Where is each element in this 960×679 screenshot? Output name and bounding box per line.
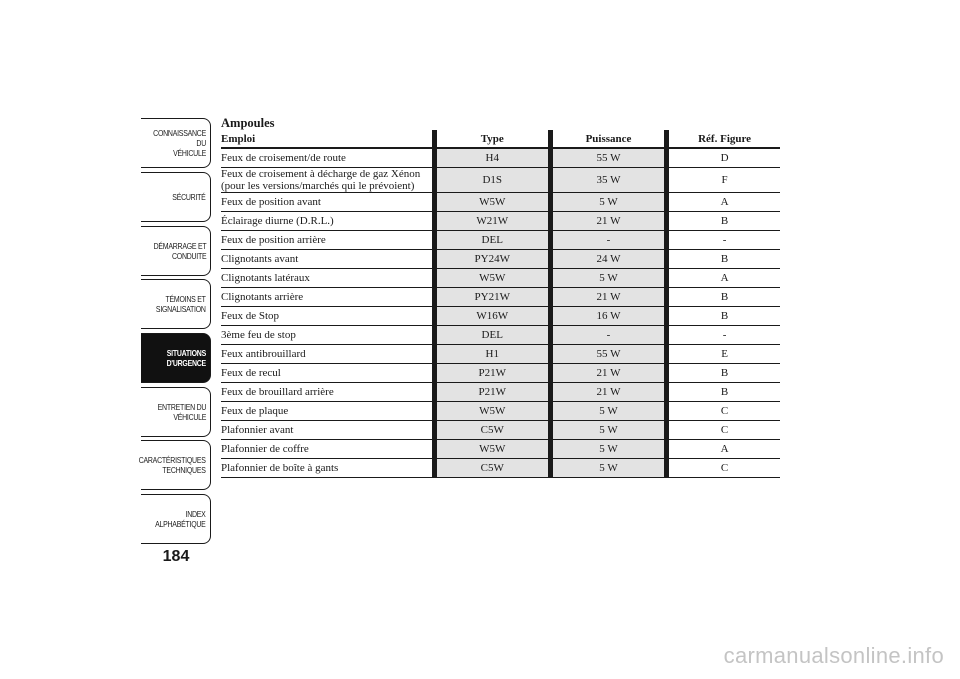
cell-puissance: 5 W bbox=[550, 459, 666, 478]
cell-emploi: 3ème feu de stop bbox=[221, 326, 434, 345]
cell-type: PY24W bbox=[434, 250, 550, 269]
cell-ref-figure: E bbox=[667, 345, 780, 364]
cell-type: W16W bbox=[434, 307, 550, 326]
page-number: 184 bbox=[162, 548, 190, 565]
table-row bbox=[221, 364, 780, 383]
table-row bbox=[221, 269, 780, 288]
cell-ref-figure: B bbox=[667, 288, 780, 307]
tab-entretien-du-vehicule[interactable] bbox=[141, 387, 211, 437]
tab-temoins-et-signalisation[interactable] bbox=[141, 279, 211, 329]
cell-ref-figure: A bbox=[667, 440, 780, 459]
bulbs-table bbox=[221, 130, 780, 478]
table-body bbox=[221, 148, 780, 478]
cell-type: D1S bbox=[434, 168, 550, 193]
table-row bbox=[221, 307, 780, 326]
table-row bbox=[221, 383, 780, 402]
cell-ref-figure: D bbox=[667, 148, 780, 168]
cell-emploi: Éclairage diurne (D.R.L.) bbox=[221, 212, 434, 231]
cell-type: DEL bbox=[434, 326, 550, 345]
table-row bbox=[221, 459, 780, 478]
cell-type: DEL bbox=[434, 231, 550, 250]
cell-type: PY21W bbox=[434, 288, 550, 307]
tab-label: SITUATIONS D'URGENCE bbox=[166, 348, 206, 368]
cell-puissance: 21 W bbox=[550, 288, 666, 307]
cell-puissance: 5 W bbox=[550, 269, 666, 288]
cell-ref-figure: C bbox=[667, 421, 780, 440]
cell-emploi: Clignotants avant bbox=[221, 250, 434, 269]
cell-ref-figure: C bbox=[667, 459, 780, 478]
table-row bbox=[221, 440, 780, 459]
cell-puissance: 35 W bbox=[550, 168, 666, 193]
cell-ref-figure: A bbox=[667, 269, 780, 288]
cell-type: C5W bbox=[434, 421, 550, 440]
cell-emploi: Plafonnier avant bbox=[221, 421, 434, 440]
table-row bbox=[221, 326, 780, 345]
cell-emploi: Feux de croisement à décharge de gaz Xénon (pour les versions/marchés qui le prévoient) bbox=[221, 168, 434, 193]
cell-ref-figure: - bbox=[667, 326, 780, 345]
tab-label: CARACTÉRISTIQUES TECHNIQUES bbox=[139, 455, 206, 475]
tab-label: TÉMOINS ET SIGNALISATION bbox=[156, 294, 206, 314]
cell-emploi: Feux antibrouillard bbox=[221, 345, 434, 364]
cell-puissance: 55 W bbox=[550, 148, 666, 168]
tab-demarrage-et-conduite[interactable] bbox=[141, 226, 211, 276]
column-header-emploi: Emploi bbox=[221, 130, 434, 148]
tab-label: ENTRETIEN DU VÉHICULE bbox=[157, 402, 206, 422]
cell-puissance: 16 W bbox=[550, 307, 666, 326]
cell-type: C5W bbox=[434, 459, 550, 478]
cell-puissance: 5 W bbox=[550, 193, 666, 212]
tab-label: SÉCURITÉ bbox=[172, 192, 206, 202]
cell-puissance: 55 W bbox=[550, 345, 666, 364]
cell-emploi: Clignotants arrière bbox=[221, 288, 434, 307]
table-row bbox=[221, 421, 780, 440]
tab-index-alphabetique[interactable] bbox=[141, 494, 211, 544]
cell-emploi: Feux de recul bbox=[221, 364, 434, 383]
table-row bbox=[221, 250, 780, 269]
table-header-row bbox=[221, 130, 780, 148]
cell-puissance: 5 W bbox=[550, 402, 666, 421]
cell-type: H1 bbox=[434, 345, 550, 364]
table-row bbox=[221, 288, 780, 307]
cell-emploi: Feux de croisement/de route bbox=[221, 148, 434, 168]
cell-ref-figure: C bbox=[667, 402, 780, 421]
cell-emploi: Feux de position arrière bbox=[221, 231, 434, 250]
cell-type: P21W bbox=[434, 364, 550, 383]
cell-emploi: Plafonnier de boîte à gants bbox=[221, 459, 434, 478]
cell-type: W5W bbox=[434, 269, 550, 288]
cell-ref-figure: A bbox=[667, 193, 780, 212]
cell-type: H4 bbox=[434, 148, 550, 168]
tab-securite[interactable] bbox=[141, 172, 211, 222]
cell-puissance: 21 W bbox=[550, 383, 666, 402]
cell-emploi: Feux de plaque bbox=[221, 402, 434, 421]
cell-emploi: Feux de Stop bbox=[221, 307, 434, 326]
table-row bbox=[221, 148, 780, 168]
tab-connaissance-du-vehicule[interactable] bbox=[141, 118, 211, 168]
table-row bbox=[221, 402, 780, 421]
cell-ref-figure: B bbox=[667, 307, 780, 326]
column-header-ref-figure: Réf. Figure bbox=[667, 130, 780, 148]
section-title: Ampoules bbox=[221, 116, 275, 130]
cell-ref-figure: B bbox=[667, 383, 780, 402]
cell-ref-figure: F bbox=[667, 168, 780, 193]
table-row bbox=[221, 193, 780, 212]
cell-type: W5W bbox=[434, 193, 550, 212]
cell-emploi: Feux de position avant bbox=[221, 193, 434, 212]
cell-ref-figure: - bbox=[667, 231, 780, 250]
cell-puissance: - bbox=[550, 231, 666, 250]
table-row bbox=[221, 345, 780, 364]
tab-label: INDEX ALPHABÉTIQUE bbox=[155, 509, 206, 529]
column-header-type: Type bbox=[434, 130, 550, 148]
chapter-sidebar bbox=[141, 118, 211, 548]
tab-caracteristiques-techniques[interactable] bbox=[141, 440, 211, 490]
column-header-puissance: Puissance bbox=[550, 130, 666, 148]
tab-label: CONNAISSANCE DU VÉHICULE bbox=[153, 128, 206, 158]
cell-emploi: Plafonnier de coffre bbox=[221, 440, 434, 459]
table-row bbox=[221, 212, 780, 231]
cell-emploi: Clignotants latéraux bbox=[221, 269, 434, 288]
cell-type: P21W bbox=[434, 383, 550, 402]
cell-puissance: - bbox=[550, 326, 666, 345]
cell-type: W21W bbox=[434, 212, 550, 231]
cell-ref-figure: B bbox=[667, 364, 780, 383]
tab-label: DÉMARRAGE ET CONDUITE bbox=[153, 241, 206, 261]
cell-ref-figure: B bbox=[667, 250, 780, 269]
table-row bbox=[221, 231, 780, 250]
watermark: carmanualsonline.info bbox=[723, 643, 944, 668]
cell-type: W5W bbox=[434, 402, 550, 421]
tab-situations-d-urgence[interactable] bbox=[141, 333, 211, 383]
cell-ref-figure: B bbox=[667, 212, 780, 231]
cell-type: W5W bbox=[434, 440, 550, 459]
cell-puissance: 5 W bbox=[550, 421, 666, 440]
cell-emploi: Feux de brouillard arrière bbox=[221, 383, 434, 402]
cell-puissance: 24 W bbox=[550, 250, 666, 269]
cell-puissance: 21 W bbox=[550, 364, 666, 383]
cell-puissance: 5 W bbox=[550, 440, 666, 459]
table-row bbox=[221, 168, 780, 193]
cell-puissance: 21 W bbox=[550, 212, 666, 231]
